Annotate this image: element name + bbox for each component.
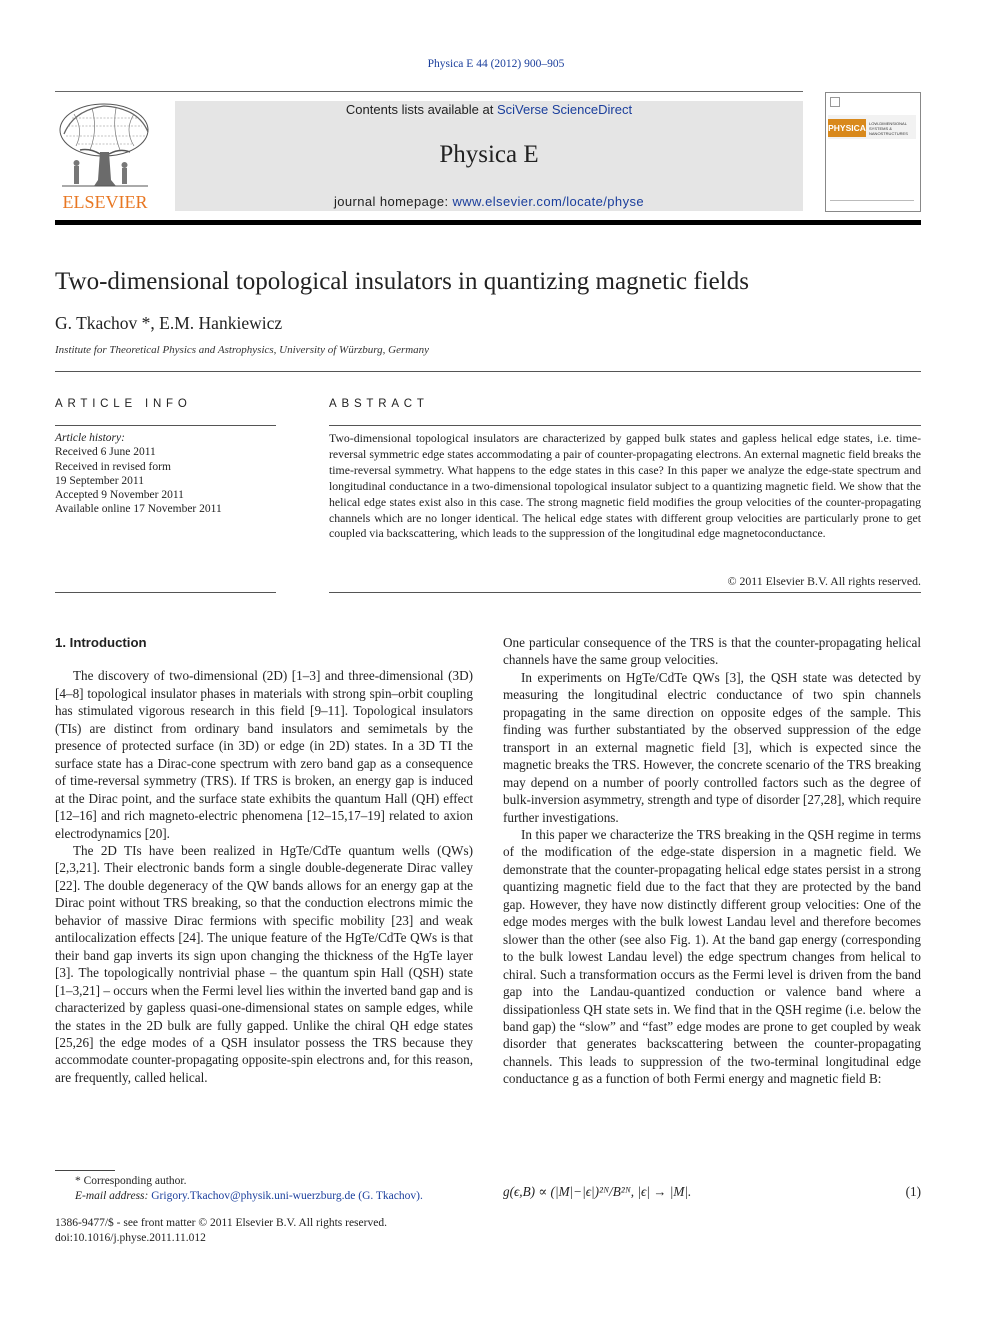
body-paragraph: The 2D TIs have been realized in HgTe/CdTe quantum wells (QWs) [2,3,21]. Their electronic bands form a single double-degenerate Dirac valley [22]. The double degeneracy of the QW bands allows for an energy gap at the Dirac point without TRS breaking, so that the conduction electrons mimic the behavior of massive Dirac fermions with specific mobility [23] and weak antilocalization effects [24]. The unique feature of the HgTe/CdTe QWs is that their band gap inverts its sign upon changing the thickness of the HgTe layer [3]. The topologically nontrivial phase – the quantum spin Hall (QSH) state [1–3,21] – occurs when the Fermi level lies within the inverted band gap and is characterized by gapless quasi-one-dimensional states on sample edges, while the states in the 2D bulk are fully gapped. Unlike the chiral QH edge states [25,26] the edge modes of a QSH insulator possess the TRS because they accommodate counter-propagating opposite-spin electrons and, for this reason, are frequently, called helical.: [55, 842, 473, 1085]
body-paragraph: One particular consequence of the TRS is that the counter-propagating helical channels have the same group velocities.: [503, 635, 921, 668]
history-item: Received in revised form: [55, 460, 171, 473]
history-item: Available online 17 November 2011: [55, 503, 222, 516]
homepage-prefix: journal homepage:: [333, 194, 453, 209]
homepage-link[interactable]: www.elsevier.com/locate/physe: [452, 194, 644, 209]
body-right-column: [503, 634, 921, 1088]
article-info-heading: ARTICLE INFO: [55, 398, 192, 410]
homepage-line: [175, 194, 803, 209]
cover-subtitle: LOW-DIMENSIONAL SYSTEMS & NANOSTRUCTURES: [869, 121, 908, 136]
doi-line[interactable]: doi:10.1016/j.physe.2011.11.012: [55, 1232, 206, 1244]
section-heading-introduction: 1. Introduction: [55, 635, 147, 650]
abstract-text: Two-dimensional topological insulators are characterized by gapped bulk states and gapless helical edge states, i.e. time-reversal symmetric edge states accommodating a pair of counter-propagating electrons. An external magnetic field breaks the time-reversal symmetry. What happens to the edge states in this case? In this paper we analyze the edge-state spectrum and longitudinal conductance in a two-dimensional topological insulator subject to a quantizing magnetic field. We show that the helical edge states exist also in this case. The strong magnetic field modifies the group velocities of the counter-propagating channels which are no longer identical. The helical edge states with different group velocities are particularly prone to get coupled via backscattering, which leads to the suppression of the longitudinal edge magnetoconductance.: [329, 431, 921, 541]
sciencedirect-link[interactable]: SciVerse ScienceDirect: [496, 102, 633, 117]
cover-label: PHYSICA: [828, 119, 866, 137]
abstract-top-rule: [329, 425, 921, 426]
history-item: 19 September 2011: [55, 474, 145, 487]
equation-1: [503, 1184, 921, 1200]
article-info-bottom-rule: [55, 592, 276, 593]
body-paragraph: The discovery of two-dimensional (2D) [1–3] and three-dimensional (3D) [4–8] topological insulator phases in materials with strong spin–orbit coupling has stimulated vigorous research in this field [9–11]. Topological insulators (TIs) are distinct from ordinary band insulators and semimetals by the presence of protected surface (in 3D) or edge (in 2D) states. In a 3D TI the surface state has a Dirac-cone spectrum with zero band gap as a consequence of time-reversal symmetry (TRS). If TRS is broken, an energy gap is induced at the Dirac point, and the surface state exhibits the quantum Hall (QH) effect [12–16] and rich magneto-electric phenomena [12–15,17–19] related to axion electrodynamics [20].: [55, 668, 473, 841]
history-item: Accepted 9 November 2011: [55, 489, 184, 502]
contents-line: [175, 102, 803, 117]
history-item: Received 6 June 2011: [55, 446, 156, 459]
body-paragraph: In experiments on HgTe/CdTe QWs [3], the QSH state was detected by measuring the longitudinal electric conductance of two spin channels propagating in the same direction on opposite edges of the sample. This finding was further substantiated by the observed suppression of the edge transport in an external magnetic field [3], which is expected since the magnetic breaks the TRS. However, the concrete scenario of the TRS breaking may depend on a number of poorly controlled factors such as the degree of bulk-inversion asymmetry, strength and type of disorder [27,28], which require further investigations.: [503, 669, 921, 825]
footnote-rule: [55, 1170, 115, 1171]
abstract-bottom-rule: [329, 592, 921, 593]
elsevier-tree-icon: [54, 100, 156, 212]
contents-prefix: Contents lists available at: [345, 102, 497, 117]
article-history: [55, 431, 222, 517]
email-label: E-mail address:: [75, 1190, 152, 1202]
equation-number: (1): [905, 1184, 921, 1199]
article-affiliation: Institute for Theoretical Physics and Astrophysics, University of Würzburg, Germany: [55, 344, 430, 356]
header-divider: [55, 91, 803, 92]
title-divider: [55, 371, 921, 372]
journal-cover-thumbnail[interactable]: [825, 92, 921, 212]
elsevier-logo: [54, 100, 156, 212]
front-matter: [55, 1216, 387, 1246]
abstract-copyright: © 2011 Elsevier B.V. All rights reserved.: [727, 574, 921, 588]
journal-banner: [175, 101, 803, 211]
body-left-column: [55, 634, 473, 1086]
article-info-top-rule: [55, 425, 276, 426]
cover-mini-logo-icon: [830, 97, 840, 107]
article-title: Two-dimensional topological insulators in quantizing magnetic fields: [55, 268, 749, 295]
cover-footer: [830, 200, 914, 207]
abstract-heading: ABSTRACT: [329, 398, 429, 410]
issn-line: 1386-9477/$ - see front matter © 2011 Elsevier B.V. All rights reserved.: [55, 1217, 387, 1229]
journal-citation[interactable]: Physica E 44 (2012) 900–905: [427, 58, 565, 70]
header-thick-rule: [55, 220, 921, 225]
history-label: Article history:: [55, 432, 125, 444]
equation-body: g(ϵ,B) ∝ (|M|−|ϵ|)²ᴺ/B²ᴺ, |ϵ| → |M|.: [503, 1184, 692, 1199]
email-link[interactable]: Grigory.Tkachov@physik.uni-wuerzburg.de (G. Tkachov).: [151, 1190, 423, 1202]
body-paragraph: In this paper we characterize the TRS breaking in the QSH regime in terms of the modification of the edge-state dispersion in a magnetic field. We demonstrate that the counter-propagating helical edge states persist in a strong quantizing magnetic field due to the fact that they are protected by the band gap. However, they have now distinctly different group velocities: One of the edge modes merges with the bulk lowest Landau level and therefore becomes slower than the other (see also Fig. 1). At the band gap energy (corresponding to the bulk lowest Landau level) the edge spectrum changes from helical to chiral. Such a transformation occurs as the Fermi level is driven from the band gap into the Landau-quantized conduction or valence band where a dissipationless QH state sets in. We find that in the QSH regime (i.e. below the band gap) the “slow” and “fast” edge modes are prone to get coupled by weak disorder that generates backscattering between the counter-propagating channels. This leads to suppression of the two-terminal longitudinal edge conductance g as a function of both Fermi energy and magnetic field B:: [503, 826, 921, 1087]
article-authors: G. Tkachov *, E.M. Hankiewicz: [55, 313, 283, 333]
corresponding-author-note: * Corresponding author.: [75, 1175, 187, 1187]
elsevier-wordmark: ELSEVIER: [62, 192, 148, 212]
footnote: [55, 1174, 423, 1204]
email-line: [55, 1189, 423, 1204]
journal-title: Physica E: [439, 141, 539, 168]
